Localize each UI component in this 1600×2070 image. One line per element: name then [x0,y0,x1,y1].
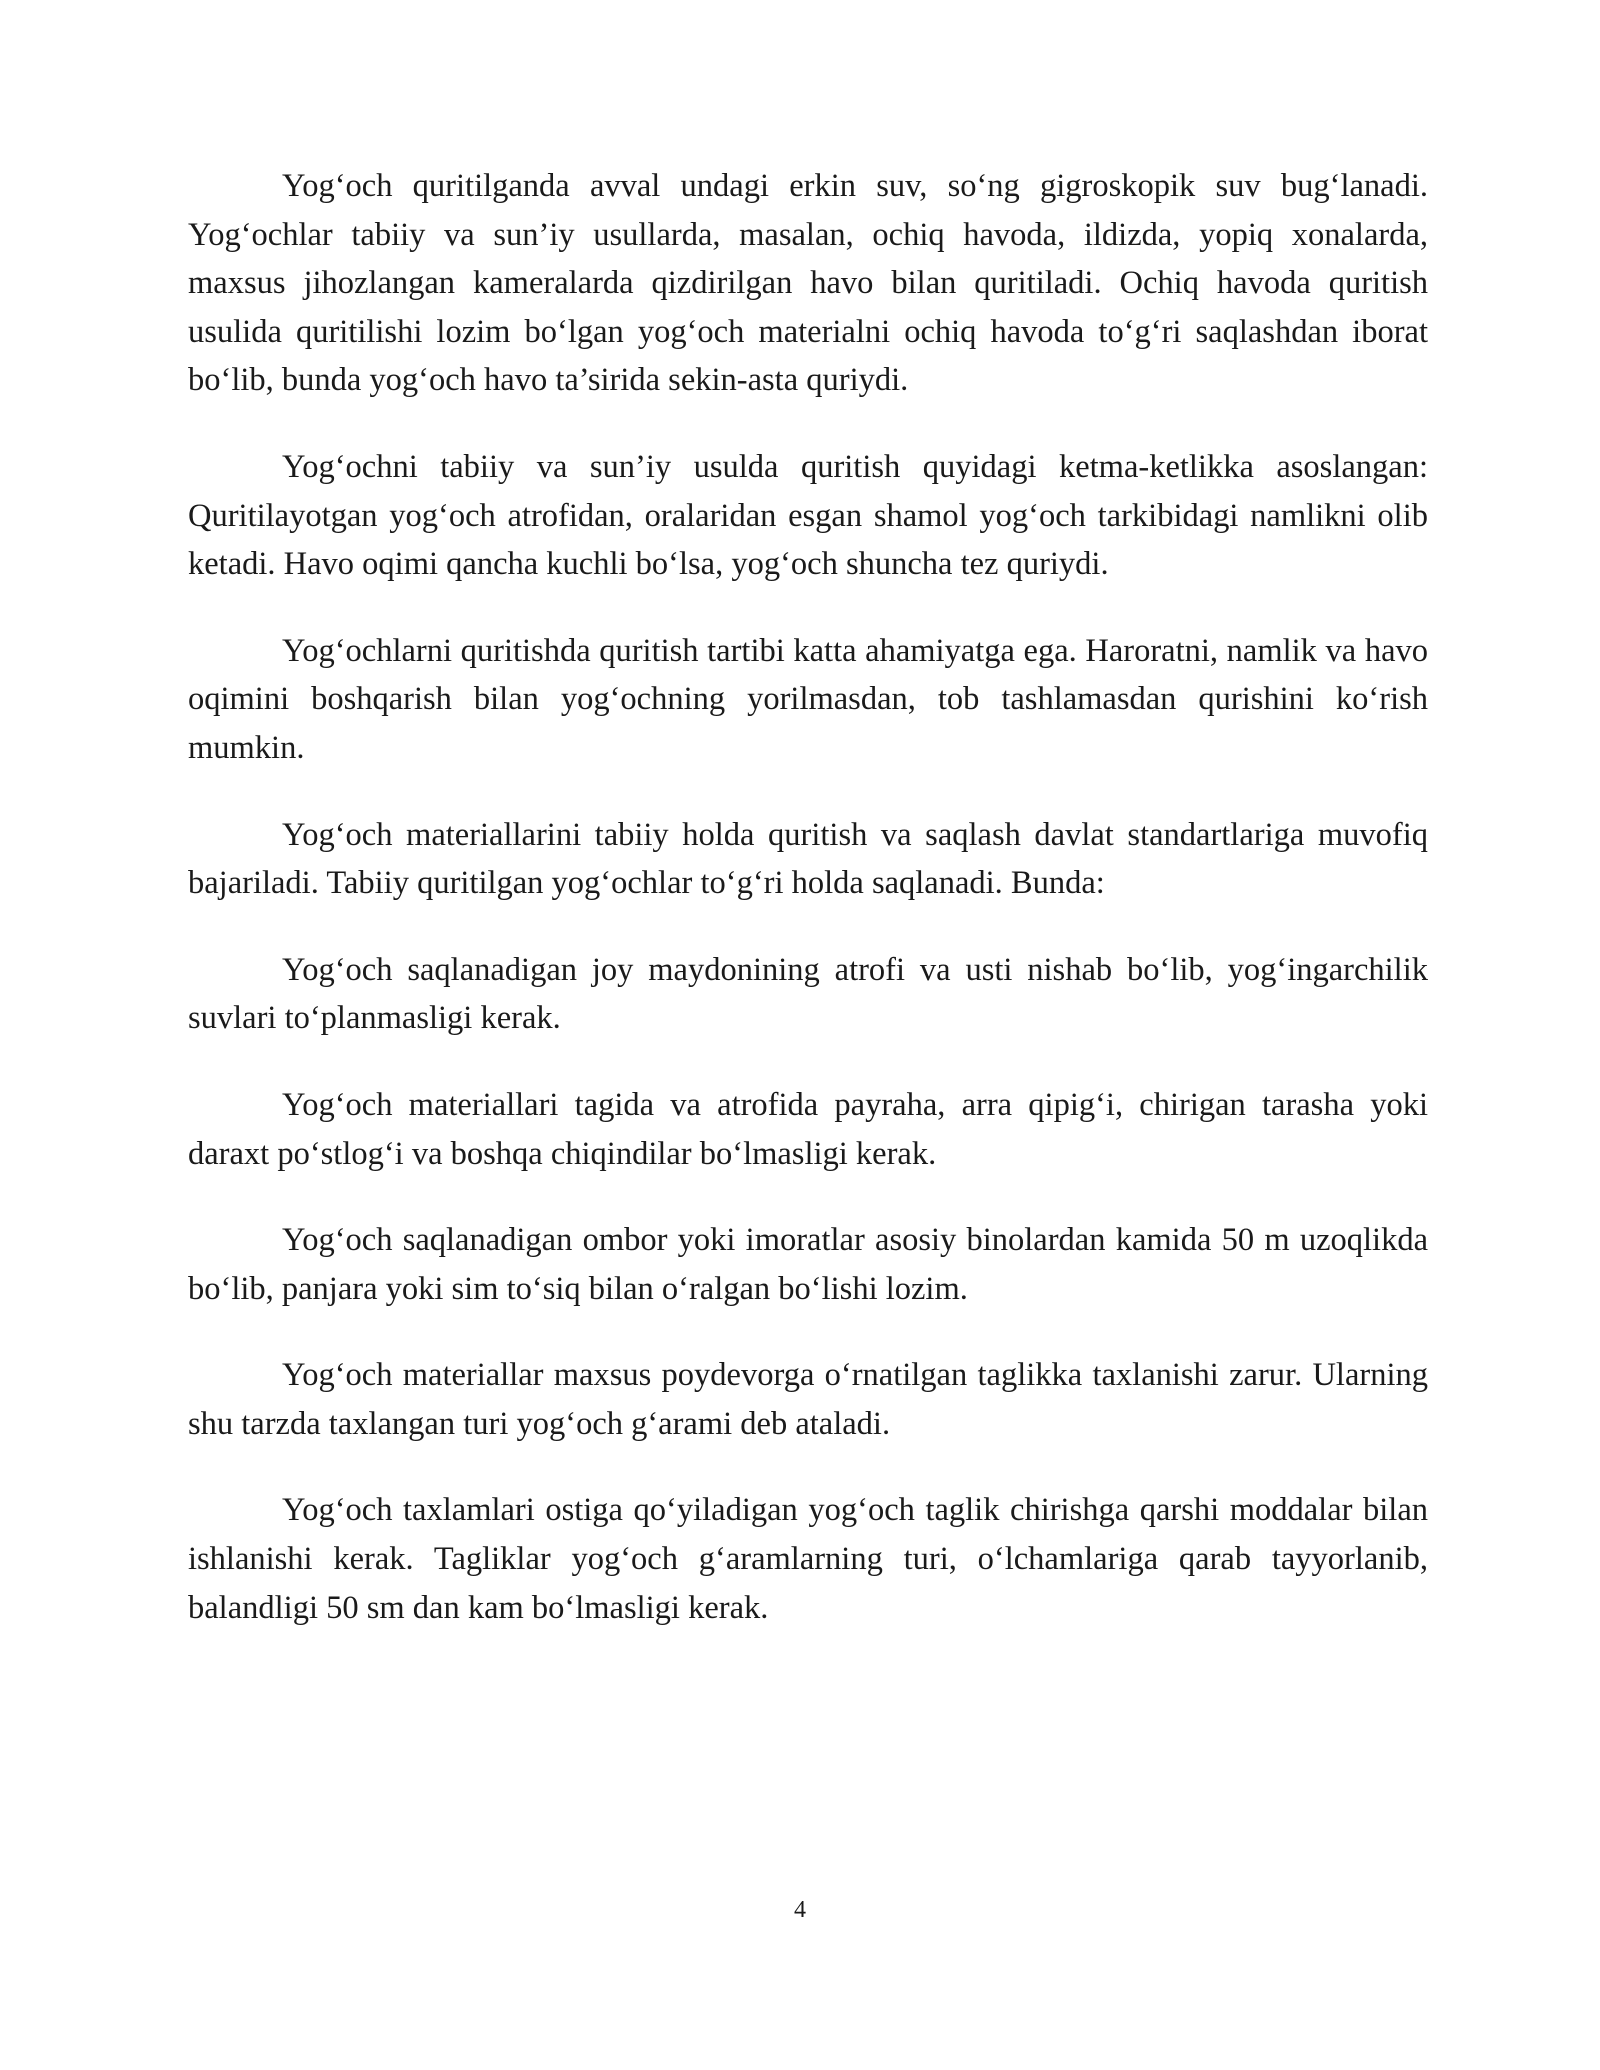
paragraph-stacking: Yog‘och materiallar maxsus poydevorga o‘rnatilgan taglikka taxlanishi zarur. Ularning shu tarzda taxlangan turi yog‘och g‘arami deb ataladi. [188,1357,1428,1442]
paragraph-drying-regime: Yog‘ochlarni quritishda quritish tartibi katta ahamiyatga ega. Haroratni, namlik va havo oqimini boshqarish bilan yog‘ochning yorilmasdan, tob tashlamasdan qurishini ko‘rish mumkin. [188,632,1428,766]
page-number: 4 [794,1897,806,1923]
paragraph-storage-standards: Yog‘och materiallarini tabiiy holda quritish va saqlash davlat standartlariga muvofiq bajariladi. Tabiiy quritilgan yog‘ochlar to‘g‘ri holda saqlanadi. Bunda: [188,816,1428,902]
paragraph-drying-order: Yog‘och quritilganda avval undagi erkin suv, so‘ng gigroskopik suv bug‘lanadi. Yog‘ochlar tabiiy va sun’iy usullarda, masalan, ochiq havoda, ildizda, yopiq xonalarda, maxsus jihozlangan kameralarda qizdirilgan havo bilan quritiladi. Ochiq havoda quritish usulida quritilishi lozim bo‘lgan yog‘och materialni ochiq havoda to‘g‘ri saqlashdan iborat bo‘lib, bunda yog‘och havo ta’sirida sekin-asta quriydi. [188,168,1428,399]
paragraph-base-treatment: Yog‘och taxlamlari ostiga qo‘yiladigan yog‘och taglik chirishga qarshi moddalar bilan ishlanishi kerak. Tagliklar yog‘och g‘aramlarning turi, o‘lchamlariga qarab tayyorlanib, balandligi 50 sm dan kam bo‘lmasligi kerak. [188,1492,1428,1626]
paragraph-storage-distance: Yog‘och saqlanadigan ombor yoki imoratlar asosiy binolardan kamida 50 m uzoqlikda bo‘lib, panjara yoki sim to‘siq bilan o‘ralgan bo‘lishi lozim. [188,1222,1428,1307]
paragraph-waste-free: Yog‘och materiallari tagida va atrofida payraha, arra qipig‘i, chirigan tarasha yoki daraxt po‘stlog‘i va boshqa chiqindilar bo‘lmasligi kerak. [188,1086,1428,1172]
paragraph-storage-site: Yog‘och saqlanadigan joy maydonining atrofi va usti nishab bo‘lib, yog‘ingarchilik suvlari to‘planmasligi kerak. [188,951,1428,1037]
page-body [188,162,1428,1670]
paragraph-drying-sequence: Yog‘ochni tabiiy va sun’iy usulda quritish quyidagi ketma-ketlikka asoslangan: Quritilayotgan yog‘och atrofidan, oralaridan esgan shamol yog‘och tarkibidagi namlikni olib ketadi. Havo oqimi qancha kuchli bo‘lsa, yog‘och shuncha tez quriydi. [188,448,1428,583]
